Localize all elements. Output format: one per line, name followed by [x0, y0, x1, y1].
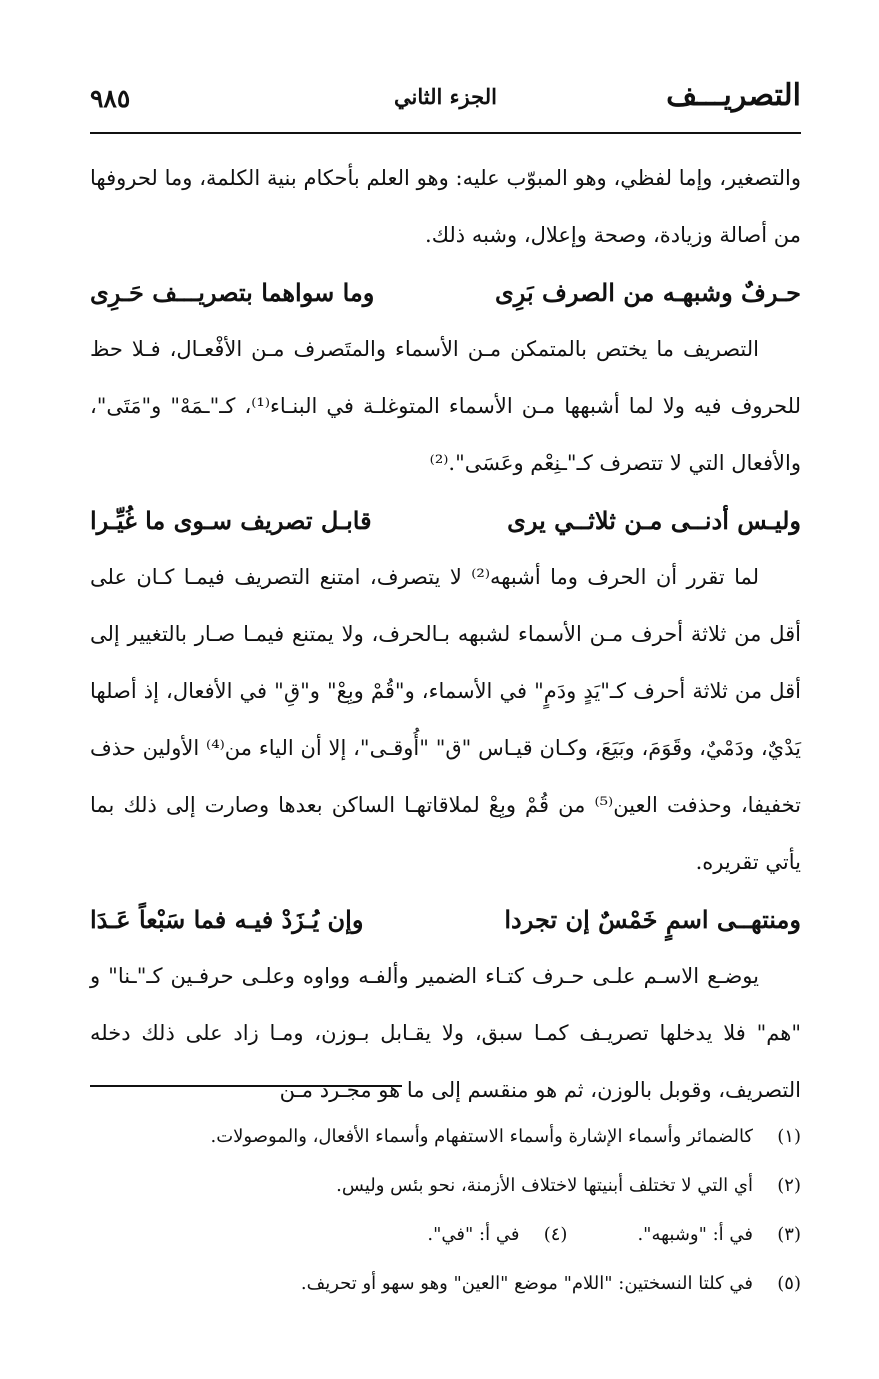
footnote-number: (٤)	[543, 1224, 568, 1245]
footnote-text: أي التي لا تختلف أبنيتها لاختلاف الأزمنة، نحو بئس وليس.	[336, 1175, 753, 1196]
footnote-3-4	[90, 1210, 801, 1259]
header-rule	[90, 132, 801, 134]
footnote-text: في أ: "وشبهه".	[637, 1224, 753, 1245]
page-header	[90, 68, 801, 128]
verse-line-3	[90, 891, 801, 948]
verse-line-1	[90, 264, 801, 321]
footnote-number: (٢)	[777, 1175, 801, 1196]
volume-label: الجزء الثاني	[394, 84, 497, 109]
footnote-1	[90, 1112, 801, 1161]
footnote-number: (١)	[777, 1126, 801, 1147]
verse-3-first-hemistich: ومنتهــى اسمٍ خَمْسٌ إن تجردا	[504, 905, 801, 934]
footnote-2	[90, 1161, 801, 1210]
footnote-separator	[90, 1085, 402, 1087]
running-title: التصريـــف	[666, 78, 801, 113]
paragraph-2: التصريف ما يختص بالمتمكن مـن الأسماء والمتَصرف مـن الأفْعـال، فـلا حظ للحروف فيه ولا لما أشبهها مـن الأسماء المتوغلـة في البنـاء⁽¹⁾، كـ"ـمَهْ" و"مَتَى"، والأفعال التي لا تتصرف كـ"ـنِعْم وعَسَى".⁽²⁾	[90, 337, 802, 475]
verse-line-2	[90, 492, 801, 549]
page-number: ٩٨٥	[90, 84, 131, 113]
footnote-number: (٣)	[777, 1224, 801, 1245]
paragraph-3: لما تقرر أن الحرف وما أشبهه⁽²⁾ لا يتصرف، امتنع التصريف فيمـا كـان على أقل من ثلاثة أحرف مـن الأسماء لشبهه بـالحرف، ولا يمتنع فيمـا صـار بالتغيير إلى أقل من ثلاثة أحرف كـ"يَدٍ ودَمٍ" في الأسماء، و"قُمْ وبِعْ" و"قِ" في الأفعال، إذ أصلها يَدْيٌ، ودَمْيٌ، وقَوَمَ، وبَيَعَ، وكـان قيـاس "ق" "أُوقـى"، إلا أن الياء من⁽⁴⁾ الأولين حذف تخفيفا، وحذفت العين⁽⁵⁾ من قُمْ وبِعْ لملاقاتهـا الساكن بعدها وصارت إلى ذلك بما يأتي تقريره.	[90, 565, 801, 874]
verse-2-first-hemistich: وليـس أدنــى مـن ثلاثــي يرى	[507, 506, 801, 535]
paragraph-4: يوضـع الاسـم علـى حـرف كتـاء الضمير وألفـه وواوه وعلـى حرفـين كـ"ـنا" و "هم" فلا يدخلها تصريـف كمـا سبق، ولا يقـابل بـوزن، ومـا زاد على ذلك دخله التصريف، وقوبل بالوزن، ثم هو منقسم إلى ما هو مجـرد مـن	[90, 964, 801, 1102]
footnote-spacer	[567, 1210, 637, 1259]
footnote-text: في كلتا النسختين: "اللام" موضع "العين" وهو سهو أو تحريف.	[300, 1273, 753, 1294]
verse-1-second-hemistich: وما سواهما بتصريـــف حَـرِى	[90, 278, 375, 307]
paragraph-1: والتصغير، وإما لفظي، وهو المبوّب عليه: وهو العلم بأحكام بنية الكلمة، وما لحروفها من أصالة وزيادة، وصحة وإعلال، وشبه ذلك.	[90, 166, 801, 247]
footnote-text: كالضمائر وأسماء الإشارة وأسماء الاستفهام وأسماء الأفعال، والموصولات.	[210, 1126, 753, 1147]
footnote-number: (٥)	[777, 1273, 801, 1294]
footnote-text: في أ: "في".	[427, 1224, 520, 1245]
footnotes	[90, 1112, 801, 1308]
verse-2-second-hemistich: قابـل تصريف سـوى ما غُيِّـرا	[90, 506, 372, 535]
verse-1-first-hemistich: حـرفٌ وشبهـه من الصرف بَرِى	[494, 278, 801, 307]
verse-3-second-hemistich: وإن يُـزَدْ فيـه فما سَبْعاً عَـدَا	[90, 905, 364, 934]
main-text	[90, 150, 801, 1119]
footnote-5	[90, 1259, 801, 1308]
